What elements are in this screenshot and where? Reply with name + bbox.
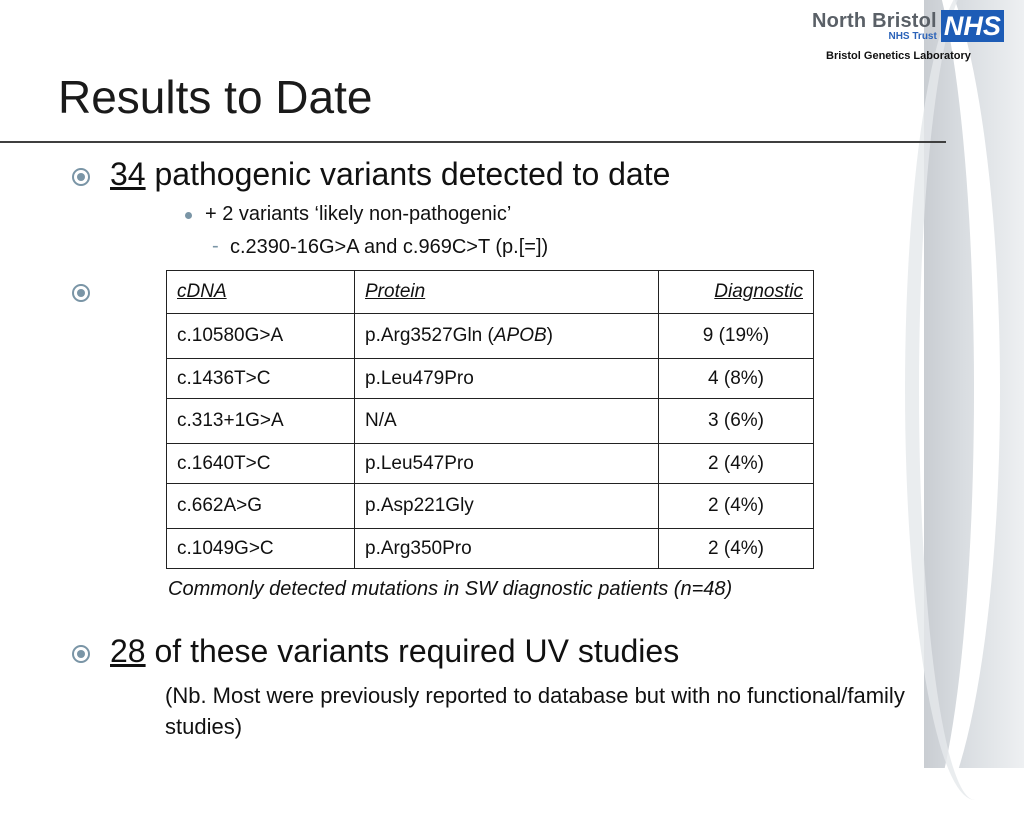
lab-name: Bristol Genetics Laboratory: [826, 50, 971, 62]
cell-cdna: c.1436T>C: [167, 359, 355, 399]
variants-count: 34: [110, 156, 146, 192]
cell-protein: p.Asp221Gly: [355, 484, 659, 529]
circle-bullet-icon: [72, 645, 90, 663]
nhs-trust-logo: [812, 10, 1004, 42]
table-row: [167, 484, 814, 529]
table-row: [167, 399, 814, 444]
table-row: [167, 314, 814, 359]
cell-protein: p.Leu547Pro: [355, 444, 659, 484]
cell-diagnostic: 2 (4%): [659, 529, 814, 569]
variants-text: pathogenic variants detected to date: [145, 156, 671, 192]
uv-note: (Nb. Most were previously reported to database but with no functional/family studies): [165, 683, 905, 739]
cell-diagnostic: 3 (6%): [659, 399, 814, 444]
cell-cdna: c.662A>G: [167, 484, 355, 529]
dot-bullet-icon: [185, 212, 192, 219]
protein-prefix: p.Arg3527Gln (: [365, 325, 494, 346]
bullet-uv-studies: [110, 633, 679, 670]
logo-text: [812, 11, 937, 42]
cell-diagnostic: 9 (19%): [659, 314, 814, 359]
cell-diagnostic: 4 (8%): [659, 359, 814, 399]
header-cdna: cDNA: [167, 271, 355, 314]
cell-protein: N/A: [355, 399, 659, 444]
cell-cdna: c.10580G>A: [167, 314, 355, 359]
cell-protein: p.Arg350Pro: [355, 529, 659, 569]
cell-protein: p.Leu479Pro: [355, 359, 659, 399]
uv-text: of these variants required UV studies: [145, 633, 680, 669]
table-row: [167, 359, 814, 399]
circle-bullet-icon: [72, 284, 90, 302]
cell-cdna: c.313+1G>A: [167, 399, 355, 444]
cell-cdna: c.1640T>C: [167, 444, 355, 484]
slide-title: Results to Date: [58, 71, 373, 123]
logo-trust-name: North Bristol: [812, 9, 937, 32]
cell-diagnostic: 2 (4%): [659, 484, 814, 529]
table-caption: Commonly detected mutations in SW diagnostic patients (n=48): [168, 578, 733, 600]
logo-trust-sub: NHS Trust: [888, 30, 937, 42]
bullet-variants-detected: [110, 156, 670, 193]
sub-bullet-likely-non-pathogenic: + 2 variants ‘likely non-pathogenic’: [205, 203, 512, 225]
header-protein: Protein: [355, 271, 659, 314]
nhs-badge: NHS: [941, 10, 1004, 42]
sub-sub-bullet-variant-list: c.2390-16G>A and c.969C>T (p.[=]): [230, 236, 549, 258]
cell-protein: [355, 314, 659, 359]
uv-count: 28: [110, 633, 146, 669]
cell-diagnostic: 2 (4%): [659, 444, 814, 484]
table-row: [167, 444, 814, 484]
mutations-table: [166, 270, 814, 569]
gene-name: APOB: [493, 325, 547, 346]
cell-cdna: c.1049G>C: [167, 529, 355, 569]
title-divider: [0, 141, 946, 143]
protein-suffix: ): [546, 325, 553, 346]
table-header-row: [167, 271, 814, 314]
circle-bullet-icon: [72, 168, 90, 186]
table-row: [167, 529, 814, 569]
dash-bullet-icon: -: [212, 235, 219, 257]
header-diagnostic: Diagnostic: [659, 271, 814, 314]
